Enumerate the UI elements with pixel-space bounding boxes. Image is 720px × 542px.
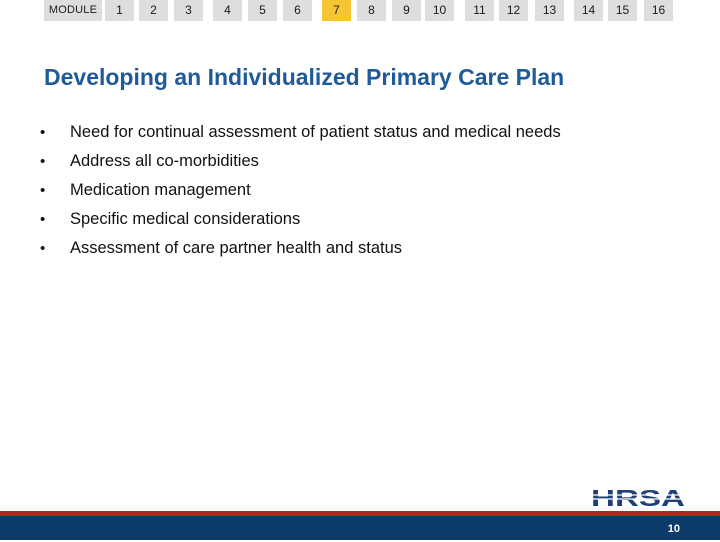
bullet-item xyxy=(40,205,561,234)
module-tab-10[interactable]: 10 xyxy=(425,0,454,21)
page-number: 10 xyxy=(667,523,680,535)
module-tab-15[interactable]: 15 xyxy=(608,0,637,21)
module-tab-2[interactable]: 2 xyxy=(139,0,168,21)
bullet-text: Assessment of care partner health and status xyxy=(70,239,403,257)
module-navigation-bar xyxy=(0,0,720,22)
module-tab-16[interactable]: 16 xyxy=(644,0,673,21)
bullet-text: Medication management xyxy=(70,181,251,199)
bullet-marker: • xyxy=(40,240,46,257)
bullet-text: Address all co-morbidities xyxy=(70,152,259,170)
bullet-item xyxy=(40,118,561,147)
module-tab-11[interactable]: 11 xyxy=(465,0,494,21)
module-tab-8[interactable]: 8 xyxy=(357,0,386,21)
module-tab-9[interactable]: 9 xyxy=(392,0,421,21)
bullet-item xyxy=(40,147,561,176)
module-tab-4[interactable]: 4 xyxy=(213,0,242,21)
module-tab-5[interactable]: 5 xyxy=(248,0,277,21)
module-tab-7[interactable]: 7 xyxy=(322,0,351,21)
bullet-list xyxy=(40,118,561,263)
module-tab-14[interactable]: 14 xyxy=(574,0,603,21)
module-tab-6[interactable]: 6 xyxy=(283,0,312,21)
module-tab-1[interactable]: 1 xyxy=(105,0,134,21)
bullet-text: Specific medical considerations xyxy=(70,210,301,228)
slide-title: Developing an Individualized Primary Care Plan xyxy=(44,64,565,90)
bullet-item xyxy=(40,234,561,263)
bullet-marker: • xyxy=(40,153,46,170)
bullet-marker: • xyxy=(40,124,46,141)
footer-bar xyxy=(0,516,720,540)
bullet-marker: • xyxy=(40,211,46,228)
bullet-item xyxy=(40,176,561,205)
module-tab-3[interactable]: 3 xyxy=(174,0,203,21)
module-label: MODULE xyxy=(44,0,102,21)
module-tab-13[interactable]: 13 xyxy=(535,0,564,21)
hrsa-logo-wordmark: HRSA xyxy=(591,485,685,511)
bullet-text: Need for continual assessment of patient status and medical needs xyxy=(70,123,561,141)
module-tab-12[interactable]: 12 xyxy=(499,0,528,21)
bullet-marker: • xyxy=(40,182,46,199)
